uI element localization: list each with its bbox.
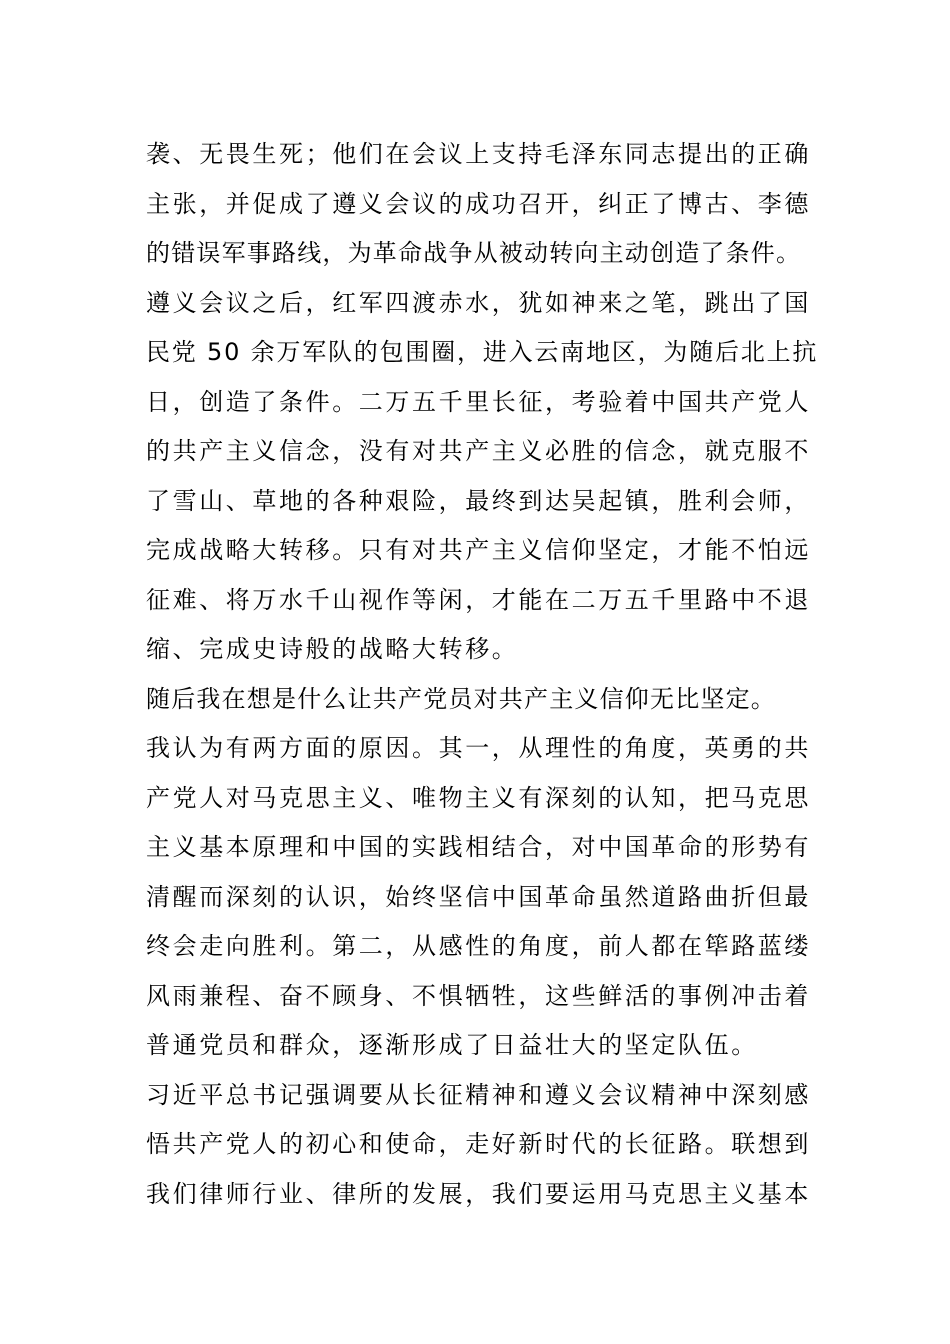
text-line: 风雨兼程、奋不顾身、不惧牺牲，这些鲜活的事例冲击着 [146,981,811,1010]
text-line: 缩、完成史诗般的战略大转移。 [146,635,519,663]
text-line: 了雪山、草地的各种艰险，最终到达吴起镇，胜利会师， [146,486,811,515]
text-line: 的共产主义信念，没有对共产主义必胜的信念，就克服不 [146,437,811,465]
text-line: 我认为有两方面的原因。其一，从理性的角度，英勇的共 [146,734,811,762]
text-line: 悟共产党人的初心和使命，走好新时代的长征路。联想到 [146,1130,811,1158]
text-line: 完成战略大转移。只有对共产主义信仰坚定，才能不怕远 [146,536,811,564]
text-line: 我们律师行业、律所的发展，我们要运用马克思主义基本 [146,1179,811,1208]
text-line: 日，创造了条件。二万五千里长征，考验着中国共产党人 [146,387,811,416]
document-body [146,130,819,1219]
text-line: 普通党员和群众，逐渐形成了日益壮大的坚定队伍。 [146,1031,758,1059]
text-line: 随后我在想是什么让共产党员对共产主义信仰无比坚定。 [146,684,776,713]
text-line: 习近平总书记强调要从长征精神和遵义会议精神中深刻感 [146,1080,811,1109]
text-line: 民党 50 余万军队的包围圈，进入云南地区，为随后北上抗 [146,338,819,366]
text-line: 清醒而深刻的认识，始终坚信中国革命虽然道路曲折但最 [146,882,811,911]
text-line: 遵义会议之后，红军四渡赤水，犹如神来之笔，跳出了国 [146,288,811,317]
text-line: 产党人对马克思主义、唯物主义有深刻的认知，把马克思 [146,783,811,812]
text-line: 主张，并促成了遵义会议的成功召开，纠正了博古、李德 [146,189,811,218]
text-line: 终会走向胜利。第二，从感性的角度，前人都在筚路蓝缕 [146,932,811,960]
text-line: 袭、无畏生死；他们在会议上支持毛泽东同志提出的正确 [146,140,811,168]
text-line: 征难、将万水千山视作等闲，才能在二万五千里路中不退 [146,585,811,614]
text-line: 的错误军事路线，为革命战争从被动转向主动创造了条件。 [146,239,802,267]
text-line: 主义基本原理和中国的实践相结合，对中国革命的形势有 [146,833,811,861]
